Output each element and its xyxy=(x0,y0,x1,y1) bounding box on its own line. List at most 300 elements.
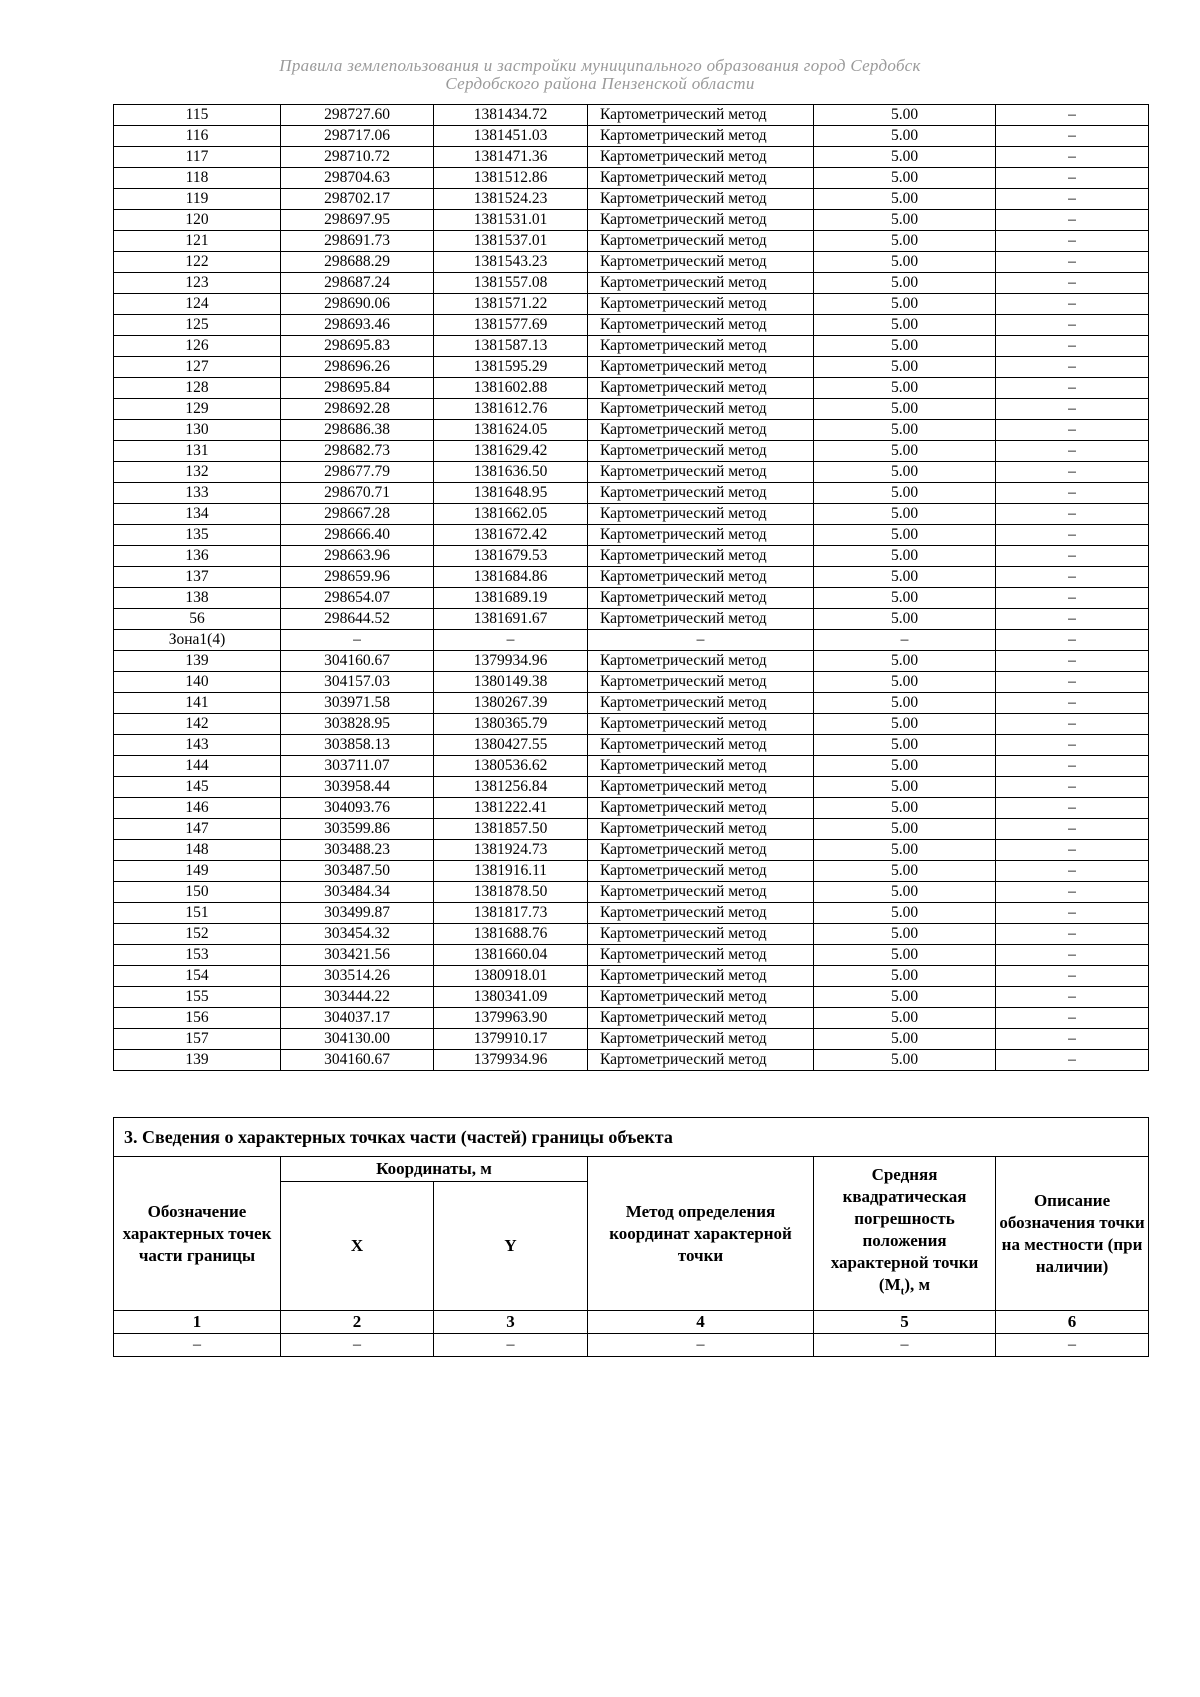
point-id-cell: 153 xyxy=(114,945,281,966)
x-coordinate-cell: 303487.50 xyxy=(281,861,434,882)
coordinates-table xyxy=(113,104,1149,1071)
x-coordinate-cell: 298688.29 xyxy=(281,252,434,273)
x-coordinate-cell: 298693.46 xyxy=(281,315,434,336)
y-coordinate-cell: 1380149.38 xyxy=(434,672,588,693)
table-row xyxy=(114,609,1149,630)
table-row xyxy=(114,903,1149,924)
x-coordinate-cell: 303488.23 xyxy=(281,840,434,861)
empty-cell: – xyxy=(114,1334,281,1357)
point-id-cell: 143 xyxy=(114,735,281,756)
table-row xyxy=(114,294,1149,315)
method-cell: Картометрический метод xyxy=(588,462,814,483)
method-cell: Картометрический метод xyxy=(588,252,814,273)
table-row xyxy=(114,945,1149,966)
description-cell: – xyxy=(996,945,1149,966)
x-coordinate-cell: 304160.67 xyxy=(281,651,434,672)
x-coordinate-cell: 303971.58 xyxy=(281,693,434,714)
table-row xyxy=(114,525,1149,546)
method-cell: Картометрический метод xyxy=(588,357,814,378)
table-row xyxy=(114,189,1149,210)
description-cell: – xyxy=(996,315,1149,336)
table-row xyxy=(114,840,1149,861)
method-cell: Картометрический метод xyxy=(588,231,814,252)
error-cell: 5.00 xyxy=(814,231,996,252)
method-cell: Картометрический метод xyxy=(588,567,814,588)
y-coordinate-cell: 1381595.29 xyxy=(434,357,588,378)
point-id-cell: 136 xyxy=(114,546,281,567)
y-coordinate-cell: 1381691.67 xyxy=(434,609,588,630)
table-row xyxy=(114,210,1149,231)
table-row xyxy=(114,777,1149,798)
error-cell: 5.00 xyxy=(814,987,996,1008)
column-number: 4 xyxy=(588,1311,814,1334)
error-cell: 5.00 xyxy=(814,420,996,441)
error-cell: 5.00 xyxy=(814,168,996,189)
error-cell: 5.00 xyxy=(814,588,996,609)
y-coordinate-cell: 1381878.50 xyxy=(434,882,588,903)
y-coordinate-cell: 1380365.79 xyxy=(434,714,588,735)
error-cell: 5.00 xyxy=(814,966,996,987)
description-cell: – xyxy=(996,105,1149,126)
description-cell: – xyxy=(996,399,1149,420)
error-cell: 5.00 xyxy=(814,777,996,798)
point-id-cell: 56 xyxy=(114,609,281,630)
y-coordinate-cell: 1381471.36 xyxy=(434,147,588,168)
description-cell: – xyxy=(996,252,1149,273)
table-row xyxy=(114,336,1149,357)
description-cell: – xyxy=(996,1008,1149,1029)
table-row xyxy=(114,126,1149,147)
method-cell: Картометрический метод xyxy=(588,399,814,420)
table-row xyxy=(114,714,1149,735)
description-cell: – xyxy=(996,231,1149,252)
description-cell: – xyxy=(996,546,1149,567)
table-row xyxy=(114,735,1149,756)
col-x-header: X xyxy=(281,1182,434,1311)
error-cell: 5.00 xyxy=(814,210,996,231)
empty-cell: – xyxy=(588,1334,814,1357)
description-cell: – xyxy=(996,168,1149,189)
x-coordinate-cell: 303444.22 xyxy=(281,987,434,1008)
col-point-designation-header: Обозначение характерных точек части границы xyxy=(114,1157,281,1311)
x-coordinate-cell: 303858.13 xyxy=(281,735,434,756)
table-row xyxy=(114,546,1149,567)
y-coordinate-cell: 1380341.09 xyxy=(434,987,588,1008)
point-id-cell: 133 xyxy=(114,483,281,504)
description-cell: – xyxy=(996,567,1149,588)
description-cell: – xyxy=(996,630,1149,651)
error-cell: 5.00 xyxy=(814,399,996,420)
y-coordinate-cell: 1381571.22 xyxy=(434,294,588,315)
point-id-cell: 124 xyxy=(114,294,281,315)
description-cell: – xyxy=(996,357,1149,378)
table-row xyxy=(114,357,1149,378)
x-coordinate-cell: 298727.60 xyxy=(281,105,434,126)
error-cell: 5.00 xyxy=(814,252,996,273)
error-cell: 5.00 xyxy=(814,315,996,336)
method-cell: Картометрический метод xyxy=(588,588,814,609)
method-cell: Картометрический метод xyxy=(588,420,814,441)
point-id-cell: 128 xyxy=(114,378,281,399)
method-cell: Картометрический метод xyxy=(588,882,814,903)
table-row xyxy=(114,168,1149,189)
x-coordinate-cell: 298663.96 xyxy=(281,546,434,567)
method-cell: Картометрический метод xyxy=(588,378,814,399)
description-cell: – xyxy=(996,1050,1149,1071)
y-coordinate-cell: 1381451.03 xyxy=(434,126,588,147)
column-number: 1 xyxy=(114,1311,281,1334)
x-coordinate-cell: 298704.63 xyxy=(281,168,434,189)
y-coordinate-cell: 1381689.19 xyxy=(434,588,588,609)
error-cell: 5.00 xyxy=(814,756,996,777)
error-cell: 5.00 xyxy=(814,525,996,546)
description-cell: – xyxy=(996,861,1149,882)
y-coordinate-cell: 1381636.50 xyxy=(434,462,588,483)
x-coordinate-cell: 298695.84 xyxy=(281,378,434,399)
method-cell: Картометрический метод xyxy=(588,189,814,210)
point-id-cell: 146 xyxy=(114,798,281,819)
method-cell: Картометрический метод xyxy=(588,714,814,735)
point-id-cell: 115 xyxy=(114,105,281,126)
method-cell: Картометрический метод xyxy=(588,735,814,756)
method-cell: Картометрический метод xyxy=(588,273,814,294)
error-cell: 5.00 xyxy=(814,903,996,924)
description-cell: – xyxy=(996,693,1149,714)
x-coordinate-cell: 298682.73 xyxy=(281,441,434,462)
y-coordinate-cell: 1381537.01 xyxy=(434,231,588,252)
description-cell: – xyxy=(996,273,1149,294)
table-row xyxy=(114,378,1149,399)
y-coordinate-cell: 1381222.41 xyxy=(434,798,588,819)
point-id-cell: 147 xyxy=(114,819,281,840)
error-cell: 5.00 xyxy=(814,861,996,882)
coordinates-table-body xyxy=(114,105,1149,1071)
x-coordinate-cell: 303599.86 xyxy=(281,819,434,840)
description-cell: – xyxy=(996,378,1149,399)
y-coordinate-cell: 1381817.73 xyxy=(434,903,588,924)
error-header-subscript: t xyxy=(900,1285,905,1298)
table-row xyxy=(114,798,1149,819)
point-id-cell: 157 xyxy=(114,1029,281,1050)
column-number: 6 xyxy=(996,1311,1149,1334)
method-cell: Картометрический метод xyxy=(588,441,814,462)
method-cell: Картометрический метод xyxy=(588,693,814,714)
y-coordinate-cell: 1379934.96 xyxy=(434,1050,588,1071)
point-id-cell: 152 xyxy=(114,924,281,945)
y-coordinate-cell: 1381602.88 xyxy=(434,378,588,399)
description-cell: – xyxy=(996,924,1149,945)
error-cell: 5.00 xyxy=(814,672,996,693)
error-header-unit: ), м xyxy=(904,1275,931,1295)
point-id-cell: 154 xyxy=(114,966,281,987)
y-coordinate-cell: 1380536.62 xyxy=(434,756,588,777)
table-row xyxy=(114,819,1149,840)
table-row xyxy=(114,231,1149,252)
error-cell: 5.00 xyxy=(814,483,996,504)
error-cell: 5.00 xyxy=(814,378,996,399)
column-number: 5 xyxy=(814,1311,996,1334)
method-cell: Картометрический метод xyxy=(588,525,814,546)
method-cell: Картометрический метод xyxy=(588,315,814,336)
column-number: 3 xyxy=(434,1311,588,1334)
x-coordinate-cell: 304157.03 xyxy=(281,672,434,693)
table-row xyxy=(114,567,1149,588)
point-id-cell: 142 xyxy=(114,714,281,735)
x-coordinate-cell: 298717.06 xyxy=(281,126,434,147)
description-cell: – xyxy=(996,189,1149,210)
error-cell: 5.00 xyxy=(814,189,996,210)
x-coordinate-cell: 298677.79 xyxy=(281,462,434,483)
table-row xyxy=(114,1008,1149,1029)
description-cell: – xyxy=(996,840,1149,861)
x-coordinate-cell: 298654.07 xyxy=(281,588,434,609)
table-row xyxy=(114,588,1149,609)
x-coordinate-cell: 298690.06 xyxy=(281,294,434,315)
method-cell: Картометрический метод xyxy=(588,546,814,567)
y-coordinate-cell: 1381612.76 xyxy=(434,399,588,420)
error-cell: 5.00 xyxy=(814,714,996,735)
method-cell: Картометрический метод xyxy=(588,126,814,147)
col-method-header: Метод определения координат характерной точки xyxy=(588,1157,814,1311)
point-id-cell: 145 xyxy=(114,777,281,798)
description-cell: – xyxy=(996,882,1149,903)
x-coordinate-cell: 303421.56 xyxy=(281,945,434,966)
column-number: 2 xyxy=(281,1311,434,1334)
x-coordinate-cell: 303454.32 xyxy=(281,924,434,945)
method-cell: Картометрический метод xyxy=(588,1008,814,1029)
description-cell: – xyxy=(996,483,1149,504)
method-cell: Картометрический метод xyxy=(588,147,814,168)
method-cell: Картометрический метод xyxy=(588,819,814,840)
error-cell: 5.00 xyxy=(814,798,996,819)
x-coordinate-cell: 298691.73 xyxy=(281,231,434,252)
y-coordinate-cell: 1380427.55 xyxy=(434,735,588,756)
x-coordinate-cell: 298670.71 xyxy=(281,483,434,504)
table-row xyxy=(114,924,1149,945)
error-cell: 5.00 xyxy=(814,504,996,525)
point-id-cell: 140 xyxy=(114,672,281,693)
point-id-cell: 119 xyxy=(114,189,281,210)
description-cell: – xyxy=(996,609,1149,630)
table-row xyxy=(114,882,1149,903)
error-cell: 5.00 xyxy=(814,105,996,126)
y-coordinate-cell: 1380267.39 xyxy=(434,693,588,714)
error-cell: 5.00 xyxy=(814,126,996,147)
table-row xyxy=(114,462,1149,483)
y-coordinate-cell: 1381512.86 xyxy=(434,168,588,189)
description-cell: – xyxy=(996,525,1149,546)
error-cell: – xyxy=(814,630,996,651)
point-id-cell: 121 xyxy=(114,231,281,252)
error-cell: 5.00 xyxy=(814,357,996,378)
table-row xyxy=(114,483,1149,504)
point-id-cell: 130 xyxy=(114,420,281,441)
error-cell: 5.00 xyxy=(814,609,996,630)
error-cell: 5.00 xyxy=(814,1008,996,1029)
y-coordinate-cell: 1381543.23 xyxy=(434,252,588,273)
table-row xyxy=(114,315,1149,336)
x-coordinate-cell: 303828.95 xyxy=(281,714,434,735)
description-cell: – xyxy=(996,714,1149,735)
point-id-cell: 126 xyxy=(114,336,281,357)
x-coordinate-cell: 298659.96 xyxy=(281,567,434,588)
header-line-2: Сердобского района Пензенской области xyxy=(445,74,755,93)
error-cell: 5.00 xyxy=(814,567,996,588)
y-coordinate-cell: 1381577.69 xyxy=(434,315,588,336)
empty-cell: – xyxy=(281,1334,434,1357)
point-id-cell: 155 xyxy=(114,987,281,1008)
method-cell: Картометрический метод xyxy=(588,903,814,924)
point-id-cell: 148 xyxy=(114,840,281,861)
description-cell: – xyxy=(996,336,1149,357)
error-cell: 5.00 xyxy=(814,651,996,672)
point-id-cell: 120 xyxy=(114,210,281,231)
method-cell: Картометрический метод xyxy=(588,105,814,126)
y-coordinate-cell: 1381672.42 xyxy=(434,525,588,546)
x-coordinate-cell: 298667.28 xyxy=(281,504,434,525)
x-coordinate-cell: 303499.87 xyxy=(281,903,434,924)
description-cell: – xyxy=(996,756,1149,777)
point-id-cell: 122 xyxy=(114,252,281,273)
method-cell: Картометрический метод xyxy=(588,840,814,861)
point-id-cell: 156 xyxy=(114,1008,281,1029)
table-row xyxy=(114,672,1149,693)
point-id-cell: 135 xyxy=(114,525,281,546)
method-cell: Картометрический метод xyxy=(588,966,814,987)
method-cell: Картометрический метод xyxy=(588,861,814,882)
y-coordinate-cell: 1381688.76 xyxy=(434,924,588,945)
point-id-cell: 132 xyxy=(114,462,281,483)
y-coordinate-cell: 1380918.01 xyxy=(434,966,588,987)
error-cell: 5.00 xyxy=(814,945,996,966)
description-cell: – xyxy=(996,966,1149,987)
x-coordinate-cell: 298687.24 xyxy=(281,273,434,294)
y-coordinate-cell: 1381624.05 xyxy=(434,420,588,441)
error-cell: 5.00 xyxy=(814,441,996,462)
description-cell: – xyxy=(996,903,1149,924)
table-row xyxy=(114,420,1149,441)
x-coordinate-cell: 298644.52 xyxy=(281,609,434,630)
table-row xyxy=(114,504,1149,525)
point-id-cell: 138 xyxy=(114,588,281,609)
point-id-cell: 139 xyxy=(114,651,281,672)
point-id-cell: 127 xyxy=(114,357,281,378)
x-coordinate-cell: 304160.67 xyxy=(281,1050,434,1071)
x-coordinate-cell: 298686.38 xyxy=(281,420,434,441)
description-cell: – xyxy=(996,462,1149,483)
method-cell: Картометрический метод xyxy=(588,1050,814,1071)
point-id-cell: Зона1(4) xyxy=(114,630,281,651)
description-cell: – xyxy=(996,819,1149,840)
error-cell: 5.00 xyxy=(814,924,996,945)
table-row xyxy=(114,630,1149,651)
y-coordinate-cell: 1381531.01 xyxy=(434,210,588,231)
error-cell: 5.00 xyxy=(814,1029,996,1050)
method-cell: Картометрический метод xyxy=(588,777,814,798)
error-cell: 5.00 xyxy=(814,462,996,483)
point-id-cell: 134 xyxy=(114,504,281,525)
y-coordinate-cell: 1381916.11 xyxy=(434,861,588,882)
method-cell: Картометрический метод xyxy=(588,294,814,315)
point-id-cell: 131 xyxy=(114,441,281,462)
description-cell: – xyxy=(996,777,1149,798)
empty-cell: – xyxy=(814,1334,996,1357)
y-coordinate-cell: 1381557.08 xyxy=(434,273,588,294)
method-cell: Картометрический метод xyxy=(588,168,814,189)
y-coordinate-cell: 1381524.23 xyxy=(434,189,588,210)
description-cell: – xyxy=(996,441,1149,462)
point-id-cell: 129 xyxy=(114,399,281,420)
y-coordinate-cell: 1381660.04 xyxy=(434,945,588,966)
point-id-cell: 144 xyxy=(114,756,281,777)
table-row xyxy=(114,105,1149,126)
error-cell: 5.00 xyxy=(814,882,996,903)
table-row xyxy=(114,252,1149,273)
x-coordinate-cell: 304093.76 xyxy=(281,798,434,819)
x-coordinate-cell: 298696.26 xyxy=(281,357,434,378)
col-error-header xyxy=(814,1157,996,1311)
error-cell: 5.00 xyxy=(814,273,996,294)
table-row xyxy=(114,273,1149,294)
x-coordinate-cell: 304130.00 xyxy=(281,1029,434,1050)
table-row xyxy=(114,1050,1149,1071)
error-cell: 5.00 xyxy=(814,147,996,168)
x-coordinate-cell: 303484.34 xyxy=(281,882,434,903)
y-coordinate-cell: 1381662.05 xyxy=(434,504,588,525)
x-coordinate-cell: 303958.44 xyxy=(281,777,434,798)
header-line-1: Правила землепользования и застройки муниципального образования город Сердобск xyxy=(279,56,921,75)
y-coordinate-cell: 1381629.42 xyxy=(434,441,588,462)
section-3-table xyxy=(113,1117,1149,1357)
method-cell: Картометрический метод xyxy=(588,651,814,672)
method-cell: Картометрический метод xyxy=(588,336,814,357)
table-row xyxy=(114,966,1149,987)
error-cell: 5.00 xyxy=(814,546,996,567)
y-coordinate-cell: 1379934.96 xyxy=(434,651,588,672)
description-cell: – xyxy=(996,798,1149,819)
point-id-cell: 139 xyxy=(114,1050,281,1071)
description-cell: – xyxy=(996,210,1149,231)
section-3-title: 3. Сведения о характерных точках части (частей) границы объекта xyxy=(114,1118,1149,1157)
x-coordinate-cell: 298666.40 xyxy=(281,525,434,546)
method-cell: Картометрический метод xyxy=(588,609,814,630)
x-coordinate-cell: 298692.28 xyxy=(281,399,434,420)
point-id-cell: 117 xyxy=(114,147,281,168)
table-row xyxy=(114,861,1149,882)
coordinates-header: Координаты, м xyxy=(281,1157,588,1182)
method-cell: Картометрический метод xyxy=(588,483,814,504)
x-coordinate-cell: – xyxy=(281,630,434,651)
empty-cell: – xyxy=(996,1334,1149,1357)
method-cell: Картометрический метод xyxy=(588,672,814,693)
method-cell: – xyxy=(588,630,814,651)
description-cell: – xyxy=(996,1029,1149,1050)
table-row xyxy=(114,651,1149,672)
table-row xyxy=(114,441,1149,462)
table-row xyxy=(114,987,1149,1008)
x-coordinate-cell: 298695.83 xyxy=(281,336,434,357)
y-coordinate-cell: 1381924.73 xyxy=(434,840,588,861)
point-id-cell: 149 xyxy=(114,861,281,882)
point-id-cell: 141 xyxy=(114,693,281,714)
y-coordinate-cell: – xyxy=(434,630,588,651)
x-coordinate-cell: 298697.95 xyxy=(281,210,434,231)
y-coordinate-cell: 1379963.90 xyxy=(434,1008,588,1029)
point-id-cell: 123 xyxy=(114,273,281,294)
x-coordinate-cell: 304037.17 xyxy=(281,1008,434,1029)
point-id-cell: 116 xyxy=(114,126,281,147)
table-row xyxy=(114,756,1149,777)
